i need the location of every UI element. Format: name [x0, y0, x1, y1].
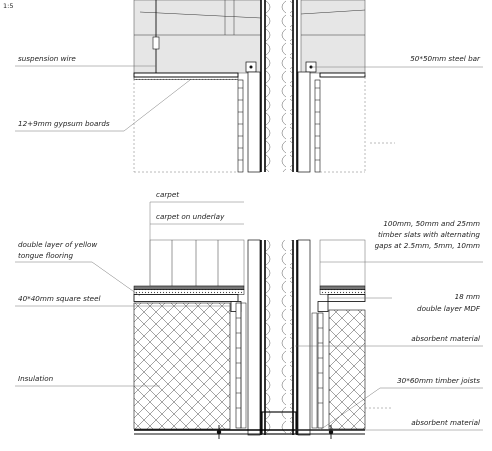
label-steel-bar: 50*50mm steel bar [410, 54, 480, 63]
label-flooring-1: double layer of yellow [18, 240, 98, 249]
label-suspension-wire: suspension wire [18, 54, 76, 63]
label-absorbent-1: absorbent material [411, 334, 480, 343]
label-mdf-1: 18 mm [454, 292, 480, 301]
label-timber-joists: 30*60mm timber joists [397, 376, 480, 385]
scale-label: 1:5 [3, 2, 14, 10]
label-insulation: Insulation [18, 374, 54, 383]
label-carpet-underlay: carpet on underlay [156, 212, 225, 221]
center-annotations [150, 190, 244, 288]
label-mdf-2: double layer MDF [417, 304, 480, 313]
label-flooring-2: tongue flooring [18, 251, 74, 260]
label-timber-slats-2: timber slats with alternating [377, 230, 480, 239]
label-timber-slats-3: gaps at 2.5mm, 5mm, 10mm [374, 241, 480, 250]
label-square-steel: 40*40mm square steel [18, 294, 101, 303]
label-gypsum: 12+9mm gypsum boards [18, 119, 110, 128]
label-carpet: carpet [156, 190, 180, 199]
label-absorbent-2: absorbent material [411, 418, 480, 427]
label-timber-slats-1: 100mm, 50mm and 25mm [383, 219, 480, 228]
